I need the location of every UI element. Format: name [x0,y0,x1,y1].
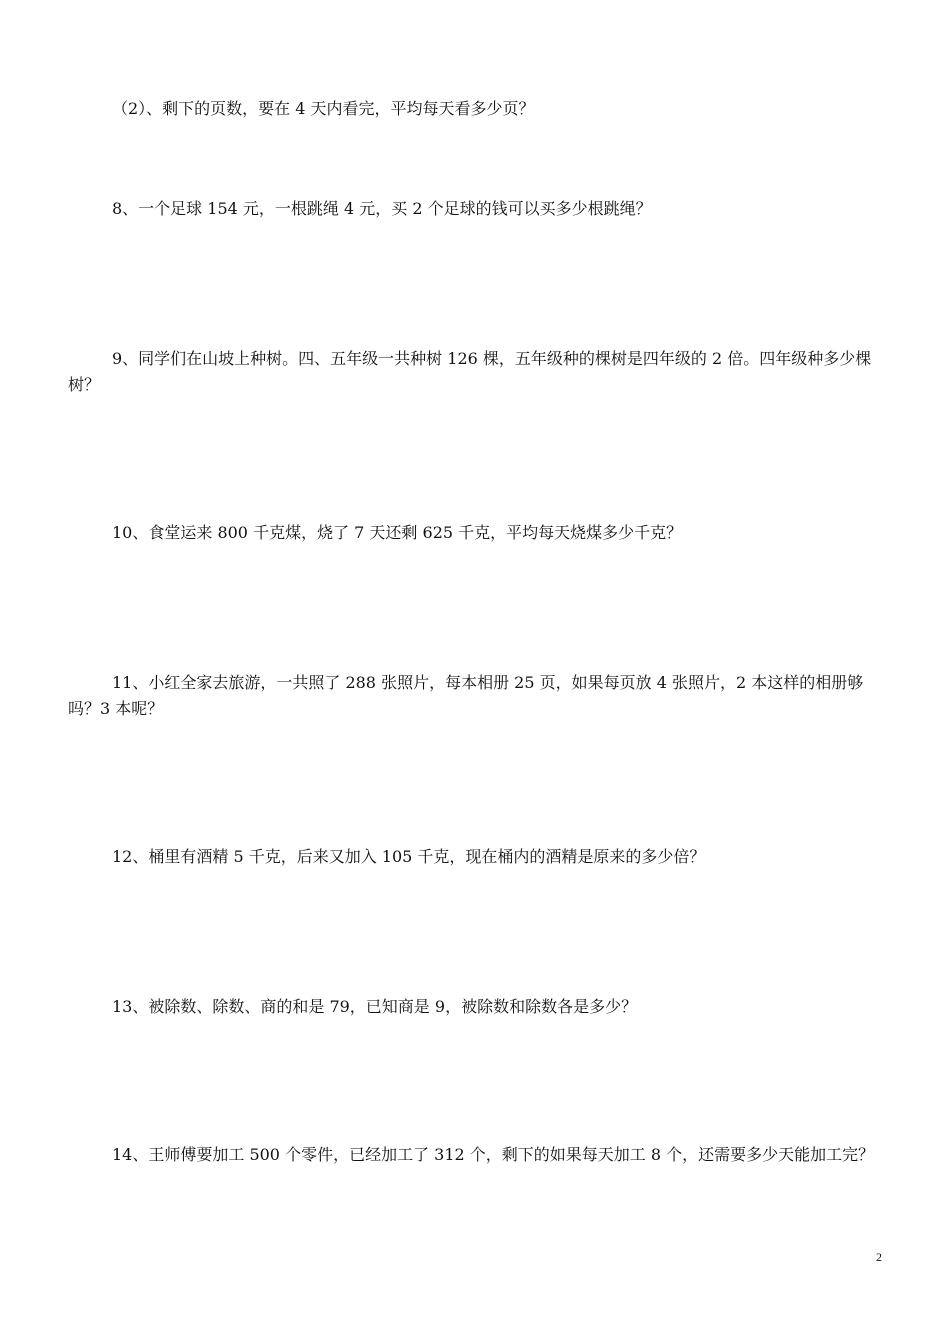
page-number: 2 [876,1250,882,1264]
problem-9: 9、同学们在山坡上种树。四、五年级一共种树 126 棵，五年级种的棵树是四年级的 2 倍。四年级种多少棵树？ [68,349,872,394]
problem-8: 8、一个足球 154 元，一根跳绳 4 元，买 2 个足球的钱可以买多少根跳绳？ [112,199,652,218]
problem-12: 12、桶里有酒精 5 千克，后来又加入 105 千克，现在桶内的酒精是原来的多少倍？ [112,847,706,866]
problem-14: 14、王师傅要加工 500 个零件，已经加工了 312 个，剩下的如果每天加工 8 个，还需要多少天能加工完？ [112,1145,875,1164]
problem-11: 11、小红全家去旅游，一共照了 288 张照片，每本相册 25 页，如果每页放 4 张照片，2 本这样的相册够吗？3 本呢？ [68,673,864,718]
problem-7-part-2: （2）、剩下的页数，要在 4 天内看完，平均每天看多少页？ [112,99,535,118]
problem-10: 10、食堂运来 800 千克煤，烧了 7 天还剩 625 千克，平均每天烧煤多少千克？ [112,523,683,542]
problem-13: 13、被除数、除数、商的和是 79，已知商是 9，被除数和除数各是多少？ [112,997,638,1016]
